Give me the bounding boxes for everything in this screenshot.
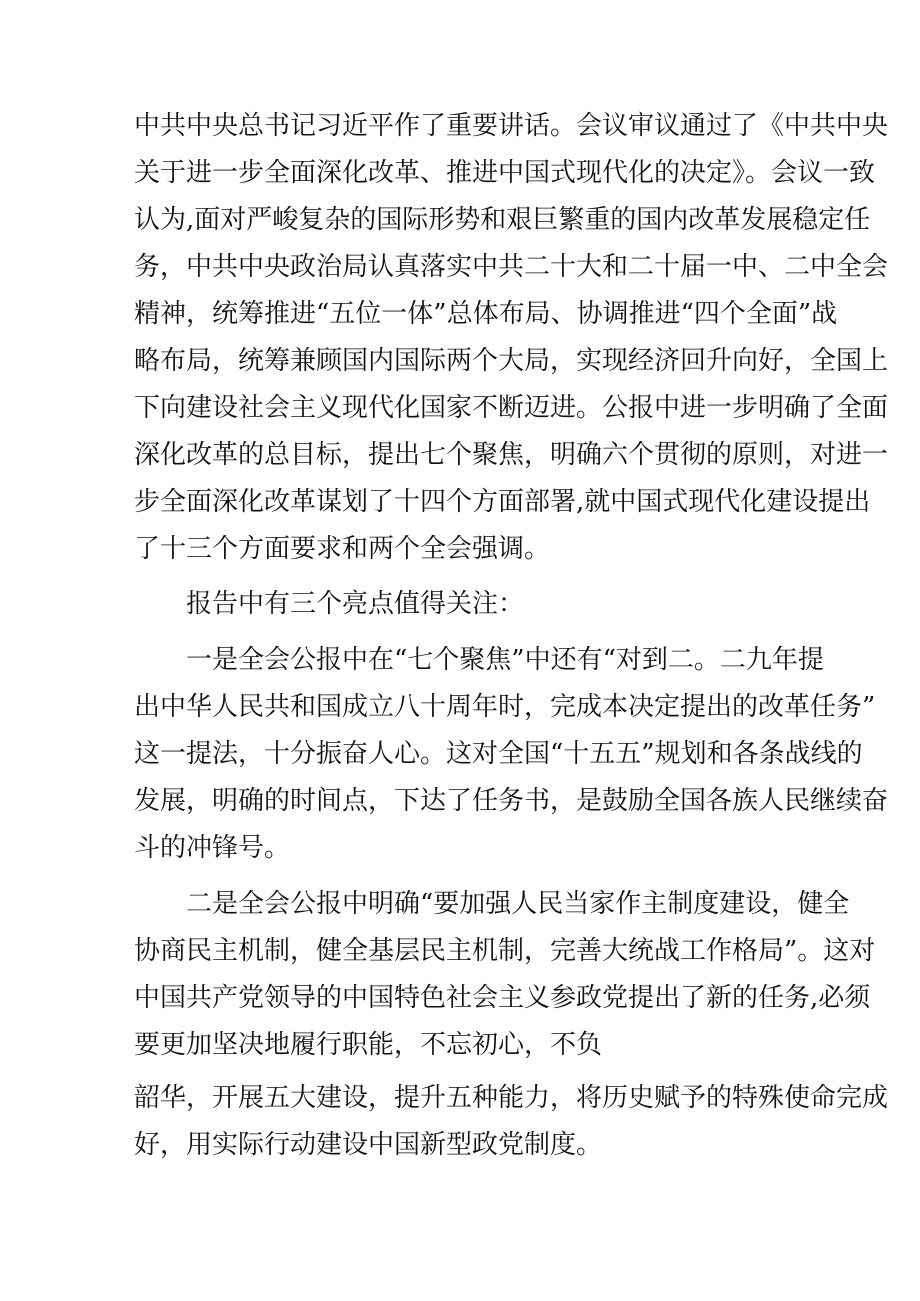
paragraph-line: 关于进一步全面深化改革、推进中国式现代化的决定》。会议一致 (134, 158, 876, 188)
paragraph-line: 协商民主机制，健全基层民主机制，完善大统战工作格局”。这对 (134, 936, 876, 966)
paragraph-line: 中国共产党领导的中国特色社会主义参政党提出了新的任务,必须 (134, 983, 871, 1013)
paragraph-line: 出中华人民共和国成立八十周年时，完成本决定提出的改革任务” (134, 692, 876, 722)
paragraph-line: 要更加坚决地履行职能，不忘初心，不负 (134, 1030, 603, 1060)
paragraph-line: 略布局，统筹兼顾国内国际两个大局，实现经济回升向好，全国上 (134, 346, 889, 376)
paragraph-line: 发展，明确的时间点，下达了任务书，是鼓励全国各族人民继续奋 (134, 786, 889, 816)
paragraph-line: 二是全会公报中明确“要加强人民当家作主制度建设，健全 (186, 889, 850, 919)
paragraph-line: 下向建设社会主义现代化国家不断迈进。公报中进一步明确了全面 (134, 393, 889, 423)
paragraph-line: 报告中有三个亮点值得关注： (186, 589, 525, 619)
paragraph-line: 韶华，开展五大建设，提升五种能力，将历史赋予的特殊使命完成 (134, 1083, 889, 1113)
paragraph-line: 步全面深化改革谋划了十四个方面部署,就中国式现代化建设提出 (134, 487, 871, 517)
paragraph-line: 务，中共中央政治局认真落实中共二十大和二十届一中、二中全会 (134, 252, 889, 282)
paragraph-line: 一是全会公报中在“七个聚焦”中还有“对到二。二九年提 (186, 645, 824, 675)
paragraph-line: 深化改革的总目标，提出七个聚焦，明确六个贯彻的原则，对进一 (134, 440, 889, 470)
paragraph-line: 认为,面对严峻复杂的国际形势和艰巨繁重的国内改革发展稳定任 (134, 205, 871, 235)
paragraph-line: 好，用实际行动建设中国新型政党制度。 (134, 1130, 603, 1160)
paragraph-line: 这一提法，十分振奋人心。这对全国“十五五”规划和各条战线的 (134, 739, 863, 769)
paragraph-line: 精神，统筹推进“五位一体”总体布局、协调推进“四个全面”战 (134, 299, 838, 329)
paragraph-line: 斗的冲锋号。 (134, 833, 291, 863)
paragraph-line: 中共中央总书记习近平作了重要讲话。会议审议通过了《中共中央 (134, 111, 889, 141)
paragraph-line: 了十三个方面要求和两个全会强调。 (134, 534, 551, 564)
